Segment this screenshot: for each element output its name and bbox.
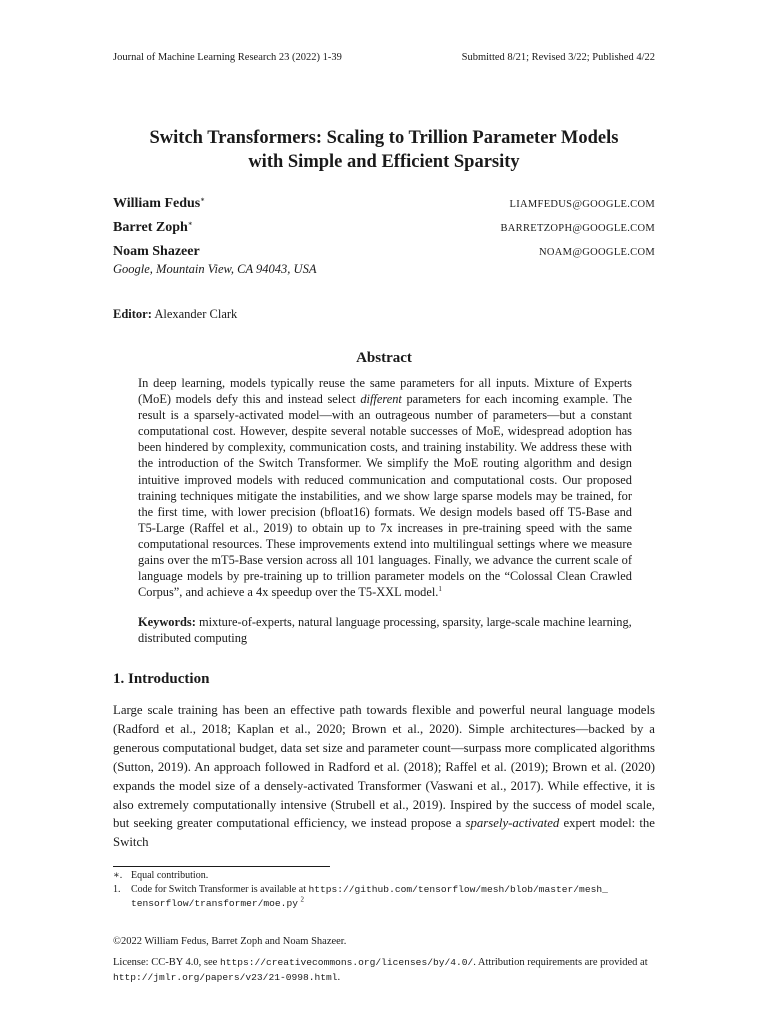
author-name-text: Noam Shazeer <box>113 244 200 259</box>
author-email[interactable]: NOAM@GOOGLE.COM <box>539 247 655 258</box>
author-row <box>113 196 655 216</box>
code-url-cont[interactable]: tensorflow/transformer/moe.py <box>131 898 298 909</box>
affiliation: Google, Mountain View, CA 94043, USA <box>113 262 317 276</box>
abstract-text: In deep learning, models typically reuse the same parameters for all inputs. Mixture of Experts (MoE) models defy this and instead select <box>138 376 632 407</box>
paper-url[interactable]: http://jmlr.org/papers/v23/21-0998.html <box>113 972 338 983</box>
license <box>113 955 655 985</box>
license-url[interactable]: https://creativecommons.org/licenses/by/4.0/ <box>219 957 474 968</box>
editor-label: Editor: <box>113 307 152 321</box>
author-email[interactable]: BARRETZOPH@GOOGLE.COM <box>500 223 655 234</box>
submission-dates: Submitted 8/21; Revised 3/22; Published 4/22 <box>461 52 655 63</box>
footnote-rule <box>113 866 330 867</box>
introduction-body <box>113 701 655 852</box>
keywords-text: mixture-of-experts, natural language processing, sparsity, large-scale machine learning, distributed computing <box>138 615 632 646</box>
copyright: ©2022 William Fedus, Barret Zoph and Noam Shazeer. <box>113 936 347 947</box>
footnote-one <box>113 883 673 911</box>
editor-name: Alexander Clark <box>154 307 238 321</box>
author-row <box>113 244 655 264</box>
code-url[interactable]: https://github.com/tensorflow/mesh/blob/master/mesh_ <box>308 884 608 895</box>
license-text: License: CC-BY 4.0, see <box>113 957 220 968</box>
author-email[interactable]: LIAMFEDUS@GOOGLE.COM <box>509 199 655 210</box>
title-line-1: Switch Transformers: Scaling to Trillion Parameter Models <box>149 128 619 148</box>
license-text: . Attribution requirements are provided at <box>473 957 648 968</box>
license-text: . <box>337 972 341 983</box>
author-row <box>113 220 655 240</box>
intro-text: expert model: the Switch <box>113 816 655 850</box>
footnote-line <box>113 897 673 911</box>
keywords-label: Keywords: <box>138 615 196 629</box>
footnote-star <box>113 869 673 883</box>
footnote-ref[interactable]: 1 <box>438 585 442 594</box>
footnote-text: Equal contribution. <box>131 870 209 881</box>
title-line-2: with Simple and Efficient Sparsity <box>248 152 520 172</box>
footnote-mark: 1. <box>113 884 121 895</box>
abstract-emphasis: different <box>360 392 402 407</box>
abstract-text: parameters for each incoming example. The result is a sparsely-activated model—with an outrageous number of parameters—but a constant computational cost. However, despite several notable successes of MoE, widespread adoption has been hindered by complexity, communication costs, and training instability. We address these with the introduction of the Switch Transformer. We simplify the MoE routing algorithm and design intuitive improved models with reduced communication and computational costs. Our proposed training techniques mitigate the instabilities, and we show large sparse models may be trained, for the first time, with lower precision (bfloat16) formats. We design models based off T5-Base and T5-Large (Raffel et al., 2019) to obtain up to 7x increases in pre-training speed with the same computational resources. These improvements extend into multilingual settings where we measure gains over the mT5-Base version across all 101 languages. Finally, we advance the current scale of language models by pre-training up to trillion parameter models on the “Colossal Clean Crawled Corpus”, and achieve a 4x speedup over the T5-XXL model. <box>138 392 632 600</box>
author-name <box>113 220 193 236</box>
author-name-text: Barret Zoph <box>113 220 188 235</box>
author-name <box>113 244 200 260</box>
editor-line <box>113 307 237 322</box>
abstract-heading: Abstract <box>356 350 412 366</box>
journal-header: Journal of Machine Learning Research 23 (2022) 1-39 <box>113 52 342 63</box>
footnote-text: Code for Switch Transformer is available at <box>131 884 309 895</box>
author-name-text: William Fedus <box>113 196 201 211</box>
author-mark: ∗ <box>200 195 206 204</box>
section-heading: 1. Introduction <box>113 671 210 687</box>
paper-title <box>100 126 668 174</box>
intro-text: Large scale training has been an effective path towards flexible and powerful neural language models (Radford et al., 2018; Kaplan et al., 2020; Brown et al., 2020). Simple architectures—backed by a generous computational budget, data set size and parameter count—surpass more complicated algorithms (Sutton, 2019). An approach followed in Radford et al. (2018); Raffel et al. (2019); Brown et al. (2020) expands the model size of a densely-activated Transformer (Vaswani et al., 2017). While effective, it is also extremely computationally intensive (Strubell et al., 2019). Inspired by the success of model scale, but seeking greater computational efficiency, we instead propose a <box>113 703 655 831</box>
footnote-mark: ∗. <box>113 870 123 881</box>
author-name <box>113 196 205 212</box>
abstract-body <box>138 375 632 600</box>
intro-emphasis: sparsely-activated <box>465 816 560 831</box>
keywords <box>138 614 632 646</box>
footnote-sup: 2 <box>300 895 304 904</box>
footnote-line <box>113 883 673 897</box>
author-mark: ∗ <box>187 219 193 228</box>
